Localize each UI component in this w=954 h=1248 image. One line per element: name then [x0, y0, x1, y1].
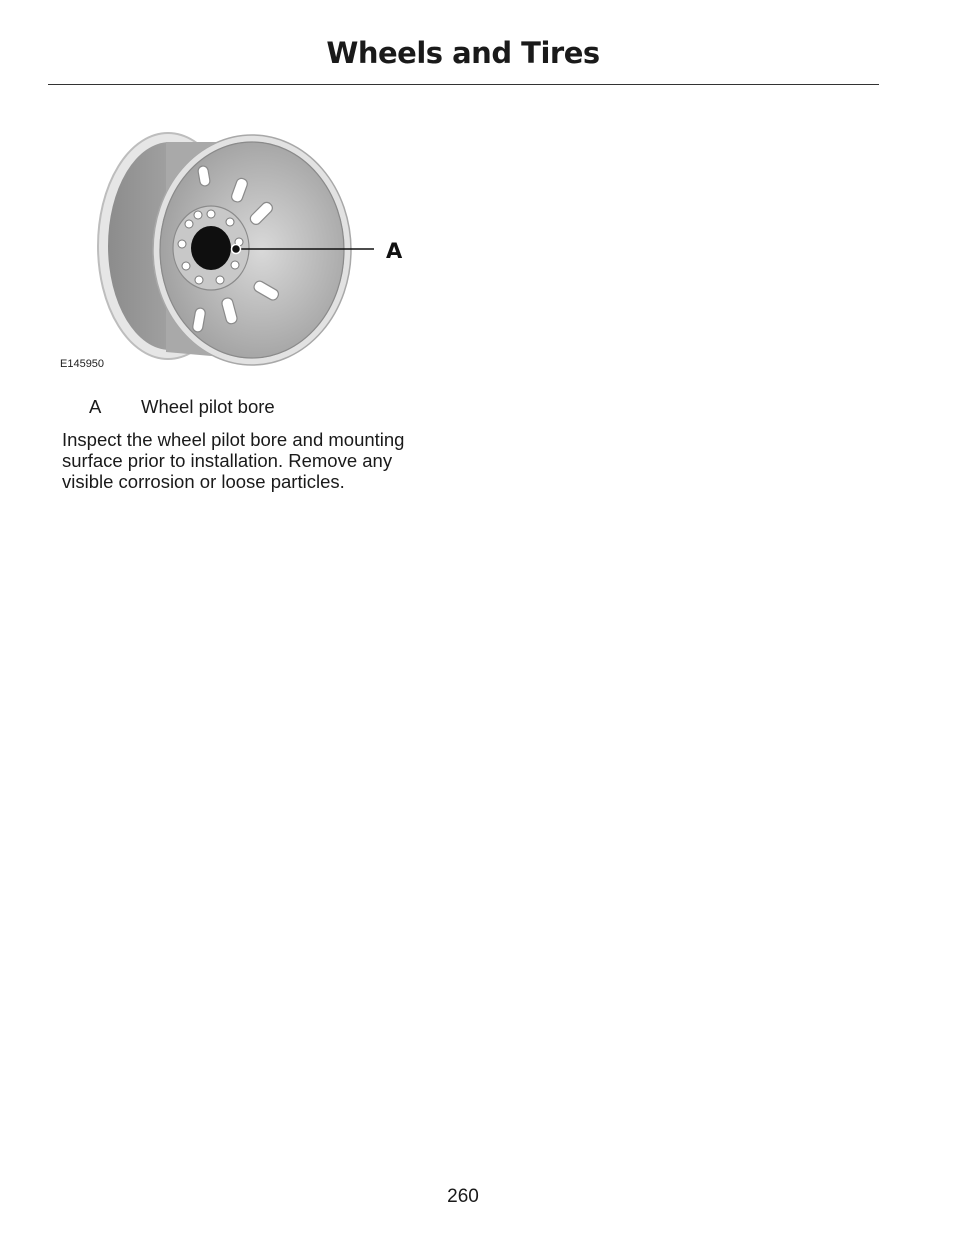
callout-legend [62, 396, 275, 418]
page-number: 260 [447, 1186, 479, 1207]
wheel-pilot-bore-illustration [56, 120, 416, 382]
callout-label: A [386, 239, 403, 263]
body-paragraph: Inspect the wheel pilot bore and mounting surface prior to installation. Remove any visible corrosion or loose particles. [62, 429, 405, 492]
figure-code: E145950 [60, 358, 105, 370]
page-title: Wheels and Tires [326, 36, 600, 70]
legend-text: Wheel pilot bore [141, 396, 275, 417]
legend-key: A [89, 396, 102, 417]
legend-row [62, 396, 275, 418]
pilot-bore [191, 226, 231, 270]
callout-dot [232, 245, 241, 254]
title-divider [48, 84, 879, 85]
